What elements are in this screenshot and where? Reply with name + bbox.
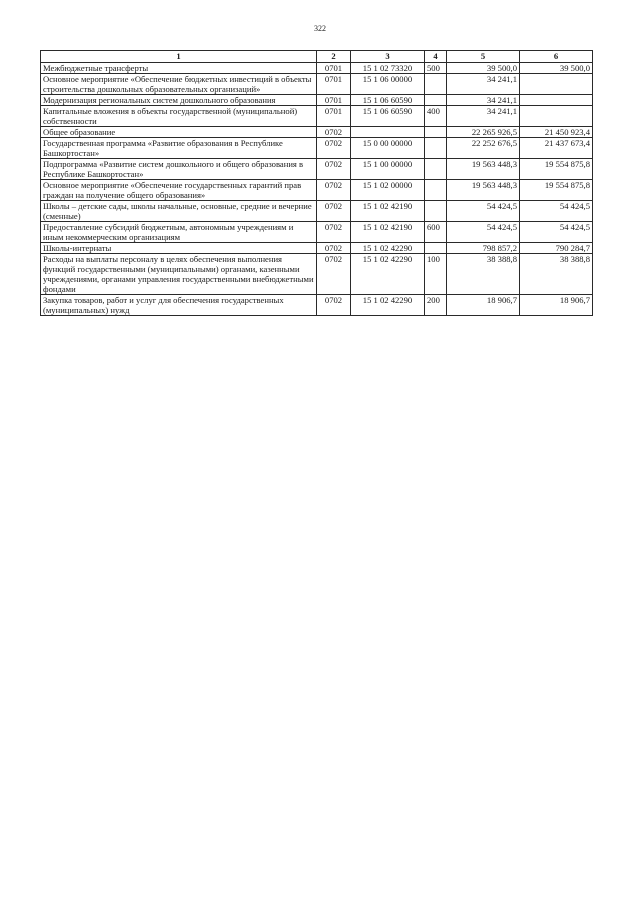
- column-header-code: 3: [351, 51, 425, 63]
- row-value-2: 18 906,7: [520, 295, 593, 316]
- row-value-2: 790 284,7: [520, 243, 593, 254]
- row-section: 0702: [317, 180, 351, 201]
- row-code: [351, 127, 425, 138]
- row-section: 0701: [317, 106, 351, 127]
- row-value-1: 54 424,5: [447, 201, 520, 222]
- table-row: [41, 138, 593, 159]
- row-value-2: [520, 106, 593, 127]
- row-value-1: 54 424,5: [447, 222, 520, 243]
- row-value-1: 19 563 448,3: [447, 159, 520, 180]
- row-value-1: 22 252 676,5: [447, 138, 520, 159]
- row-value-2: 54 424,5: [520, 201, 593, 222]
- row-name: Капитальные вложения в объекты государственной (муниципальной) собственности: [41, 106, 317, 127]
- row-name: Предоставление субсидий бюджетным, автономным учреждениям и иным некоммерческим организациям: [41, 222, 317, 243]
- row-name: Расходы на выплаты персоналу в целях обеспечения выполнения функций государственными (муниципальными) органами, казенными учреждениями, органами управления государственными внебюджетными фондами: [41, 254, 317, 295]
- row-section: 0702: [317, 127, 351, 138]
- row-section: 0701: [317, 74, 351, 95]
- row-code: 15 1 00 00000: [351, 159, 425, 180]
- row-name: Модернизация региональных систем дошкольного образования: [41, 95, 317, 106]
- column-header-name: 1: [41, 51, 317, 63]
- table-row: [41, 222, 593, 243]
- row-name: Школы-интернаты: [41, 243, 317, 254]
- row-value-1: 34 241,1: [447, 74, 520, 95]
- table-row: [41, 159, 593, 180]
- row-name: Межбюджетные трансферты: [41, 63, 317, 74]
- row-section: 0702: [317, 201, 351, 222]
- row-value-1: 38 388,8: [447, 254, 520, 295]
- row-section: 0702: [317, 295, 351, 316]
- row-code: 15 0 00 00000: [351, 138, 425, 159]
- row-value-1: 22 265 926,5: [447, 127, 520, 138]
- row-section: 0702: [317, 254, 351, 295]
- row-type: [425, 180, 447, 201]
- table-row: [41, 63, 593, 74]
- row-code: 15 1 02 00000: [351, 180, 425, 201]
- table-row: [41, 254, 593, 295]
- row-name: Основное мероприятие «Обеспечение бюджетных инвестиций в объекты строительства дошкольных образовательных организаций»: [41, 74, 317, 95]
- row-section: 0702: [317, 243, 351, 254]
- row-value-1: 39 500,0: [447, 63, 520, 74]
- row-type: [425, 243, 447, 254]
- column-header-type: 4: [425, 51, 447, 63]
- row-value-2: [520, 95, 593, 106]
- row-type: [425, 127, 447, 138]
- row-name: Школы – детские сады, школы начальные, основные, средние и вечерние (сменные): [41, 201, 317, 222]
- row-value-2: [520, 74, 593, 95]
- row-value-1: 798 857,2: [447, 243, 520, 254]
- row-code: 15 1 06 00000: [351, 74, 425, 95]
- row-code: 15 1 06 60590: [351, 106, 425, 127]
- table-row: [41, 127, 593, 138]
- row-name: Подпрограмма «Развитие систем дошкольного и общего образования в Республике Башкортостан»: [41, 159, 317, 180]
- row-name: Государственная программа «Развитие образования в Республике Башкортостан»: [41, 138, 317, 159]
- table-row: [41, 74, 593, 95]
- row-type: 600: [425, 222, 447, 243]
- page-number: 322: [314, 24, 326, 33]
- row-value-2: 54 424,5: [520, 222, 593, 243]
- table-row: [41, 106, 593, 127]
- row-value-2: 21 450 923,4: [520, 127, 593, 138]
- table-row: [41, 243, 593, 254]
- table-row: [41, 201, 593, 222]
- row-section: 0701: [317, 63, 351, 74]
- row-section: 0702: [317, 138, 351, 159]
- table-row: [41, 95, 593, 106]
- row-value-2: 21 437 673,4: [520, 138, 593, 159]
- row-code: 15 1 02 42190: [351, 222, 425, 243]
- row-code: 15 1 02 42190: [351, 201, 425, 222]
- row-section: 0702: [317, 159, 351, 180]
- row-name: Общее образование: [41, 127, 317, 138]
- column-header-value-1: 5: [447, 51, 520, 63]
- row-type: [425, 74, 447, 95]
- row-type: [425, 138, 447, 159]
- row-value-1: 34 241,1: [447, 95, 520, 106]
- row-code: 15 1 06 60590: [351, 95, 425, 106]
- row-section: 0702: [317, 222, 351, 243]
- row-code: 15 1 02 73320: [351, 63, 425, 74]
- column-header-value-2: 6: [520, 51, 593, 63]
- row-value-1: 18 906,7: [447, 295, 520, 316]
- row-value-2: 19 554 875,8: [520, 180, 593, 201]
- budget-table: [40, 50, 593, 316]
- table-header-row: [41, 51, 593, 63]
- row-value-1: 34 241,1: [447, 106, 520, 127]
- row-name: Основное мероприятие «Обеспечение государственных гарантий прав граждан на получение общего образования»: [41, 180, 317, 201]
- row-value-1: 19 563 448,3: [447, 180, 520, 201]
- row-value-2: 39 500,0: [520, 63, 593, 74]
- row-name: Закупка товаров, работ и услуг для обеспечения государственных (муниципальных) нужд: [41, 295, 317, 316]
- row-type: [425, 95, 447, 106]
- row-code: 15 1 02 42290: [351, 243, 425, 254]
- row-type: 500: [425, 63, 447, 74]
- table-row: [41, 180, 593, 201]
- row-value-2: 38 388,8: [520, 254, 593, 295]
- row-code: 15 1 02 42290: [351, 254, 425, 295]
- row-type: [425, 201, 447, 222]
- table-row: [41, 295, 593, 316]
- column-header-section: 2: [317, 51, 351, 63]
- row-code: 15 1 02 42290: [351, 295, 425, 316]
- row-type: 200: [425, 295, 447, 316]
- row-section: 0701: [317, 95, 351, 106]
- row-value-2: 19 554 875,8: [520, 159, 593, 180]
- row-type: 100: [425, 254, 447, 295]
- row-type: 400: [425, 106, 447, 127]
- row-type: [425, 159, 447, 180]
